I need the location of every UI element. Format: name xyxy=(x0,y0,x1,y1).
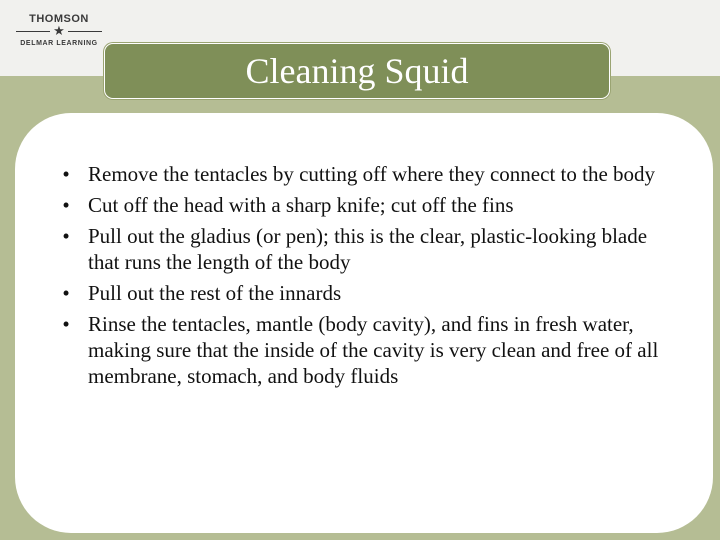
star-icon: ★ xyxy=(53,23,65,38)
bullet-icon: • xyxy=(62,193,70,217)
bullet-item xyxy=(56,311,660,389)
bullet-item xyxy=(56,161,660,187)
bullet-text: Pull out the rest of the innards xyxy=(88,281,342,305)
bullet-item xyxy=(56,223,660,275)
bullet-icon: • xyxy=(62,162,70,186)
bullet-icon: • xyxy=(62,224,70,248)
slide-title-box xyxy=(104,43,610,99)
thomson-delmar-logo xyxy=(16,13,102,48)
slide-title: Cleaning Squid xyxy=(245,51,469,91)
bullet-text: Pull out the gladius (or pen); this is the clear, plastic-looking blade that runs the length of the body xyxy=(88,224,648,274)
slide-content-box xyxy=(15,113,713,533)
bullet-text: Remove the tentacles by cutting off where they connect to the body xyxy=(88,162,656,186)
bullet-icon: • xyxy=(62,312,70,336)
bullet-text: Rinse the tentacles, mantle (body cavity), and fins in fresh water, making sure that the inside of the cavity is very clean and free of all membrane, stomach, and body fluids xyxy=(88,312,659,388)
logo-line-delmar: DELMAR LEARNING xyxy=(20,40,98,47)
bullet-item xyxy=(56,192,660,218)
logo-line-thomson: THOMSON xyxy=(29,13,89,25)
bullet-list xyxy=(56,161,660,394)
bullet-icon: • xyxy=(62,281,70,305)
bullet-text: Cut off the head with a sharp knife; cut off the fins xyxy=(88,193,514,217)
bullet-item xyxy=(56,280,660,306)
logo-star-mark xyxy=(16,23,102,38)
logo-rule-right xyxy=(68,31,102,32)
